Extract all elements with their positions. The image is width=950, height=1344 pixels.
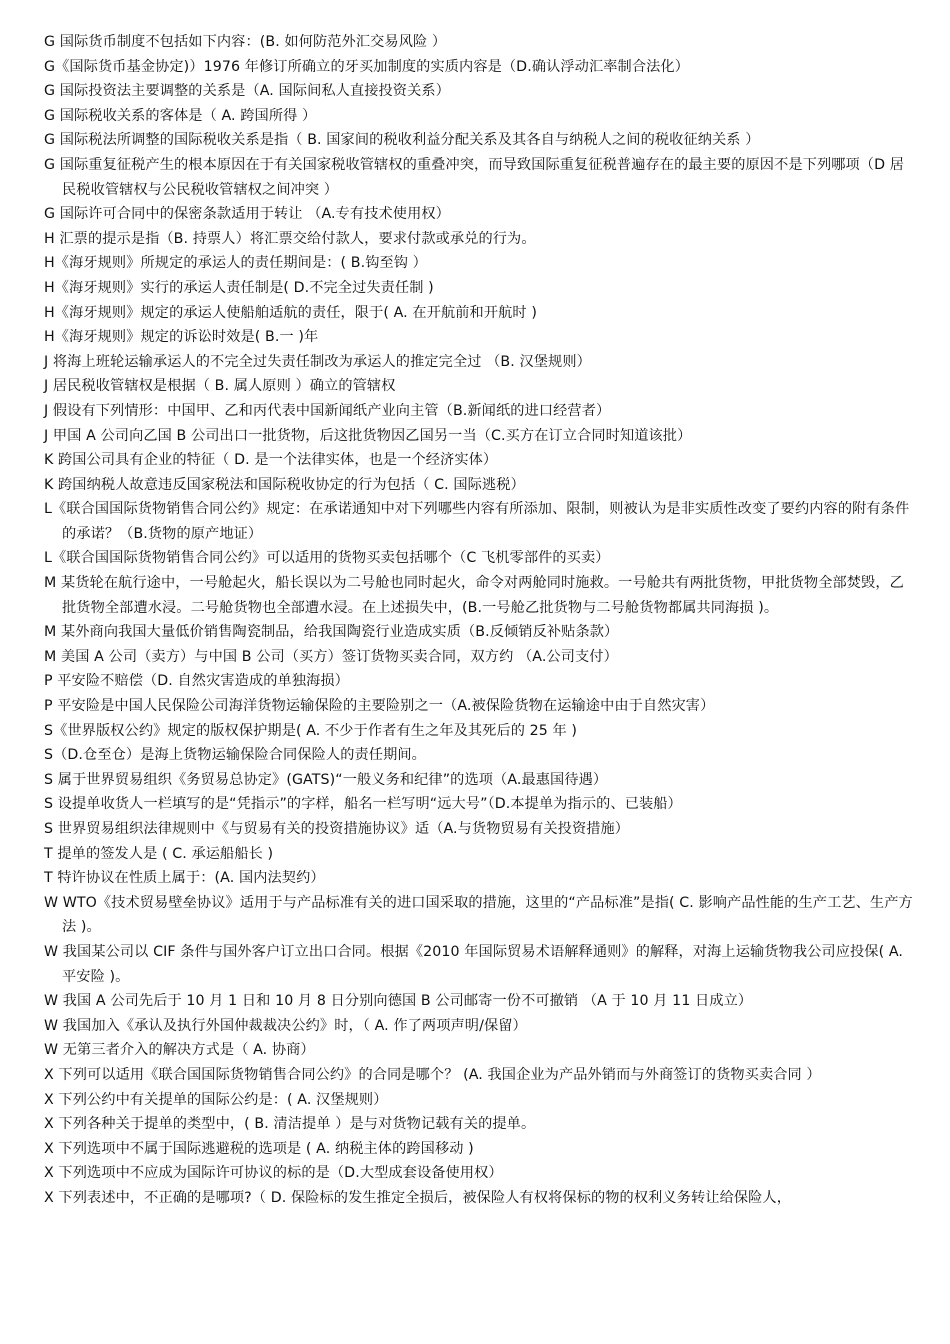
list-item: M 美国 A 公司（卖方）与中国 B 公司（买方）签订货物买卖合同，双方约 （A.公司支付） [44,648,618,665]
list-item: H《海牙规则》所规定的承运人的责任期间是：( B.钩至钩 ） [44,255,427,272]
list-item: J 假设有下列情形：中国甲、乙和丙代表中国新闻纸产业向主管（B.新闻纸的进口经营者） [44,402,611,419]
list-item: G 国际投资法主要调整的关系是（A. 国际间私人直接投资关系） [44,83,450,100]
list-item: P 平安险不赔偿（D. 自然灾害造成的单独海损） [44,673,349,690]
question-list [44,30,916,1211]
list-item: W 我国 A 公司先后于 10 月 1 日和 10 月 8 日分别向德国 B 公司邮寄一份不可撤销 （A 于 10 月 11 日成立） [44,993,753,1010]
list-item: H《海牙规则》实行的承运人责任制是( D.不完全过失责任制 ) [44,279,434,296]
list-item: L《联合国国际货物销售合同公约》规定：在承诺通知中对下列哪些内容有所添加、限制，则被认为是非实质性改变了要约内容的附有条件的承诺？（B.货物的原产地证） [44,501,910,542]
list-item: S 世界贸易组织法律规则中《与贸易有关的投资措施协议》适（A.与货物贸易有关投资措施） [44,821,630,837]
list-item: X 下列公约中有关提单的国际公约是：( A. 汉堡规则） [44,1091,388,1108]
list-item: W 我国某公司以 CIF 条件与国外客户订立出口合同。根据《2010 年国际贸易术语解释通则》的解释，对海上运输货物我公司应投保( A. 平安险 )。 [44,943,903,985]
list-item: X 下列表述中，不正确的是哪项?（ D. 保险标的发生推定全损后，被保险人有权将保标的物的权利义务转让给保险人， [44,1189,792,1206]
list-item: W 我国加入《承认及执行外国仲裁裁决公约》时，（ A. 作了两项声明/保留） [44,1017,527,1034]
list-item: T 提单的签发人是 ( C. 承运船船长 ) [44,845,274,862]
list-item: S《世界版权公约》规定的版权保护期是( A. 不少于作者有生之年及其死后的 25 年 ) [44,722,578,739]
list-item: L《联合国国际货物销售合同公约》可以适用的货物买卖包括哪个（C 飞机零部件的买卖） [44,550,610,567]
list-item: J 将海上班轮运输承运人的不完全过失责任制改为承运人的推定完全过 （B. 汉堡规则） [44,353,591,370]
list-item: G 国际税法所调整的国际税收关系是指（ B. 国家间的税收利益分配关系及其各自与纳税人之间的税收征纳关系 ） [44,132,760,149]
list-item: X 下列选项中不应成为国际许可协议的标的是（D.大型成套设备使用权） [44,1165,503,1182]
list-item: W 无第三者介入的解决方式是（ A. 协商） [44,1042,315,1059]
list-item: S 属于世界贸易组织《务贸易总协定》(GATS)“一般义务和纪律”的选项（A.最惠国待遇） [44,771,608,788]
list-item: K 跨国纳税人故意违反国家税法和国际税收协定的行为包括（ C. 国际逃税） [44,476,525,493]
list-item: W WTO《技术贸易壁垒协议》适用于与产品标准有关的进口国采取的措施，这里的“产品标准”是指( C. 影响产品性能的生产工艺、生产方法 )。 [44,894,913,936]
list-item: T 特许协议在性质上属于：(A. 国内法契约） [44,870,325,887]
list-item: X 下列可以适用《联合国国际货物销售合同公约》的合同是哪个？ (A. 我国企业为产品外销而与外商签订的货物买卖合同 ） [44,1066,821,1083]
list-item: G 国际税收关系的客体是（ A. 跨国所得 ） [44,107,317,124]
list-item: J 甲国 A 公司向乙国 B 公司出口一批货物，后这批货物因乙国另一当（C.买方在订立合同时知道该批） [44,427,692,444]
list-item: X 下列选项中不属于国际逃避税的选项是 ( A. 纳税主体的跨国移动 ) [44,1140,474,1157]
list-item: M 某外商向我国大量低价销售陶瓷制品，给我国陶瓷行业造成实质（B.反倾销反补贴条款） [44,624,619,641]
list-item: H 汇票的提示是指（B. 持票人）将汇票交给付款人，要求付款或承兑的行为。 [44,230,536,247]
list-item: X 下列各种关于提单的类型中，( B. 清洁提单 ）是与对货物记载有关的提单。 [44,1116,536,1133]
list-item: H《海牙规则》规定的诉讼时效是( B.一 )年 [44,329,319,346]
list-item: G 国际重复征税产生的根本原因在于有关国家税收管辖权的重叠冲突，而导致国际重复征税普遍存在的最主要的原因不是下列哪项（D 居民税收管辖权与公民税收管辖权之间冲突 ） [44,156,905,198]
list-item: H《海牙规则》规定的承运人使船舶适航的责任，限于( A. 在开航前和开航时 ) [44,304,537,321]
list-item: P 平安险是中国人民保险公司海洋货物运输保险的主要险别之一（A.被保险货物在运输途中由于自然灾害） [44,698,715,715]
list-item: S 设提单收货人一栏填写的是“凭指示”的字样，船名一栏写明“远大号”（D.本提单为指示的、已装船） [44,796,682,813]
list-item: J 居民税收管辖权是根据（ B. 属人原则 ）确立的管辖权 [44,378,396,395]
list-item: G《国际货币基金协定)）1976 年修订所确立的牙买加制度的实质内容是（D.确认浮动汇率制合法化） [44,58,689,75]
list-item: G 国际许可合同中的保密条款适用于转让 （A.专有技术使用权） [44,206,450,223]
list-item: K 跨国公司具有企业的特征（ D. 是一个法律实体，也是一个经济实体） [44,452,498,469]
list-item: M 某货轮在航行途中，一号舱起火，船长误以为二号舱也同时起火，命令对两舱同时施救。一号舱共有两批货物，甲批货物全部焚毁，乙批货物全部遭水浸。二号舱货物也全部遭水浸。在上述损失中，(B.一号舱乙批货物与二号舱货物都属共同海损 )。 [44,575,904,616]
list-item: S（D.仓至仓）是海上货物运输保险合同保险人的责任期间。 [44,747,426,764]
list-item: G 国际货币制度不包括如下内容：(B. 如何防范外汇交易风险 ） [44,34,447,50]
